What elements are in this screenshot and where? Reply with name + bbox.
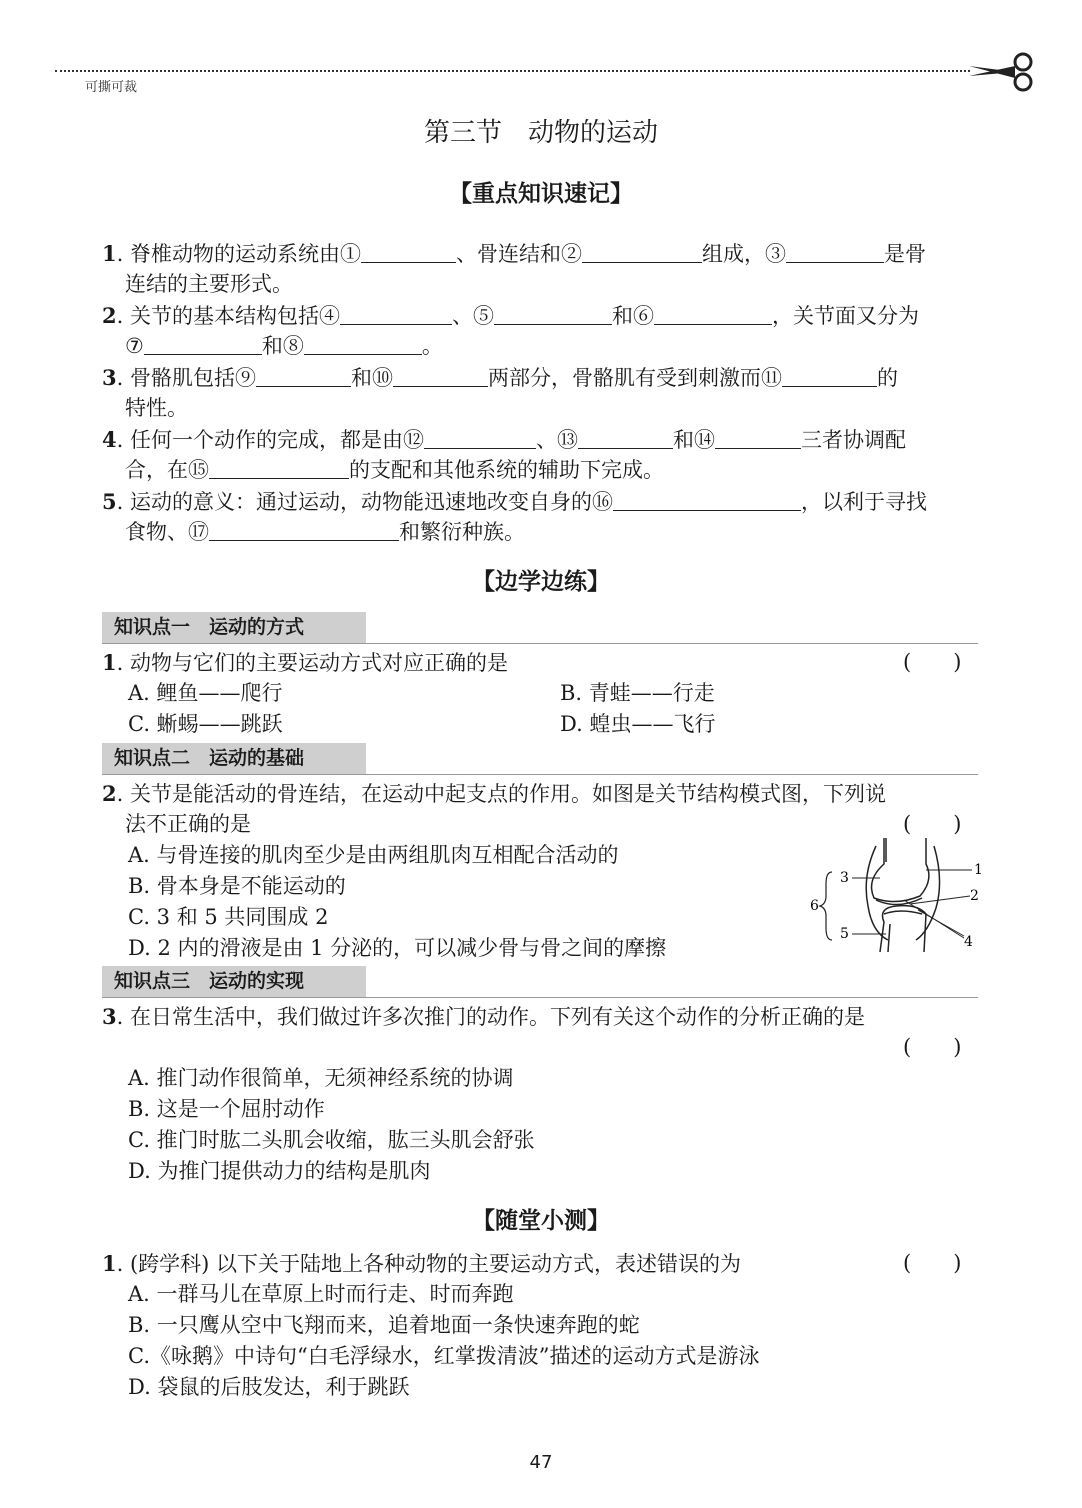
practice-q1-option-a[interactable]: A. 鲤鱼——爬行 [128,681,283,705]
divider [102,997,978,998]
knowledge-point-1: 知识点一 运动的方式 [102,612,366,643]
kp-q2-line2: ⑦ 和⑧ 。 [125,334,443,358]
answer-blank[interactable] [715,426,801,449]
answer-blank[interactable] [654,302,772,325]
answer-blank[interactable] [209,518,399,541]
answer-blank[interactable] [786,240,884,263]
joint-structure-diagram [800,836,990,956]
page-title: 第三节 动物的运动 [423,118,658,148]
answer-blank[interactable] [582,240,702,263]
diagram-label-2: 2 [970,888,979,904]
cut-line [55,70,970,72]
kp-q5-line1: 5. 运动的意义：通过运动，动物能迅速地改变自身的⑯ ，以利于寻找 [102,489,927,514]
practice-q2-option-a[interactable]: A. 与骨连接的肌肉至少是由两组肌肉互相配合活动的 [128,843,619,867]
kp-q5-line2: 食物、⑰ 和繁衍种族。 [125,520,525,544]
divider [102,643,978,644]
answer-blank[interactable] [144,332,262,355]
answer-paren[interactable]: ( ) [903,650,962,674]
answer-blank[interactable] [361,240,456,263]
diagram-label-5: 5 [840,926,849,942]
answer-blank[interactable] [494,302,612,325]
diagram-label-4: 4 [964,934,973,950]
scissors-icon [965,52,1037,92]
kp-q3-line1: 3. 骨骼肌包括⑨ 和⑩ 两部分，骨骼肌有受到刺激而⑪ 的 [102,365,898,390]
answer-paren[interactable]: ( ) [903,1251,962,1275]
practice-q2-stem-line1: 2. 关节是能活动的骨连结，在运动中起支点的作用。如图是关节结构模式图，下列说 [102,781,886,806]
practice-q1-option-c[interactable]: C. 蜥蜴——跳跃 [128,712,283,736]
answer-paren[interactable]: ( ) [903,1035,962,1059]
kp-q1-line1: 1. 脊椎动物的运动系统由① 、骨连结和② 组成，③ 是骨 [102,241,926,266]
answer-blank[interactable] [613,488,801,511]
practice-q3-option-b[interactable]: B. 这是一个屈肘动作 [128,1097,325,1121]
answer-blank[interactable] [393,364,488,387]
answer-blank[interactable] [256,364,351,387]
practice-q3-option-c[interactable]: C. 推门时肱二头肌会收缩，肱三头肌会舒张 [128,1128,535,1152]
answer-paren[interactable]: ( ) [903,812,962,836]
practice-q3-option-a[interactable]: A. 推门动作很简单，无须神经系统的协调 [128,1066,514,1090]
kp-q2-line1: 2. 关节的基本结构包括④ 、⑤ 和⑥ ，关节面又分为 [102,303,919,328]
section-practice: 【边学边练】 [472,569,610,595]
page-number: 47 [529,1452,553,1473]
practice-q1-stem: 1. 动物与它们的主要运动方式对应正确的是 [102,650,508,675]
practice-q3-stem: 3. 在日常生活中，我们做过许多次推门的动作。下列有关这个动作的分析正确的是 [102,1004,865,1029]
quiz-q1-option-a[interactable]: A. 一群马儿在草原上时而行走、时而奔跑 [128,1282,514,1306]
answer-blank[interactable] [304,332,422,355]
kp-q1-line2: 连结的主要形式。 [125,272,293,296]
knowledge-point-3: 知识点三 运动的实现 [102,966,366,997]
divider [102,774,978,775]
quiz-q1-option-c[interactable]: C.《咏鹅》中诗句“白毛浮绿水，红掌拨清波”描述的运动方式是游泳 [128,1344,760,1368]
practice-q2-option-b[interactable]: B. 骨本身是不能运动的 [128,874,346,898]
practice-q2-option-c[interactable]: C. 3 和 5 共同围成 2 [128,905,329,929]
answer-blank[interactable] [209,456,349,479]
quiz-q1-option-b[interactable]: B. 一只鹰从空中飞翔而来，追着地面一条快速奔跑的蛇 [128,1313,640,1337]
practice-q2-stem-line2: 法不正确的是 [125,812,251,836]
quiz-q1-stem: 1. (跨学科) 以下关于陆地上各种动物的主要运动方式，表述错误的为 [102,1251,742,1276]
practice-q2-option-d[interactable]: D. 2 内的滑液是由 1 分泌的，可以减少骨与骨之间的摩擦 [128,936,667,960]
diagram-label-1: 1 [974,862,983,878]
cut-label: 可撕可裁 [85,80,138,95]
knowledge-point-2: 知识点二 运动的基础 [102,743,366,774]
quiz-q1-option-d[interactable]: D. 袋鼠的后肢发达，利于跳跃 [128,1375,410,1399]
section-quiz: 【随堂小测】 [472,1208,610,1234]
kp-q4-line2: 合，在⑮ 的支配和其他系统的辅助下完成。 [125,458,664,482]
diagram-label-3: 3 [840,870,849,886]
section-key-points: 【重点知识速记】 [449,181,633,207]
kp-q4-line1: 4. 任何一个动作的完成，都是由⑫ 、⑬ 和⑭ 三者协调配 [102,427,906,452]
practice-q1-option-d[interactable]: D. 蝗虫——飞行 [560,712,716,736]
answer-blank[interactable] [578,426,673,449]
answer-blank[interactable] [782,364,877,387]
practice-q1-option-b[interactable]: B. 青蛙——行走 [560,681,715,705]
diagram-label-6: 6 [810,898,819,914]
answer-blank[interactable] [424,426,536,449]
answer-blank[interactable] [340,302,452,325]
practice-q3-option-d[interactable]: D. 为推门提供动力的结构是肌肉 [128,1159,431,1183]
kp-q3-line2: 特性。 [125,396,188,420]
